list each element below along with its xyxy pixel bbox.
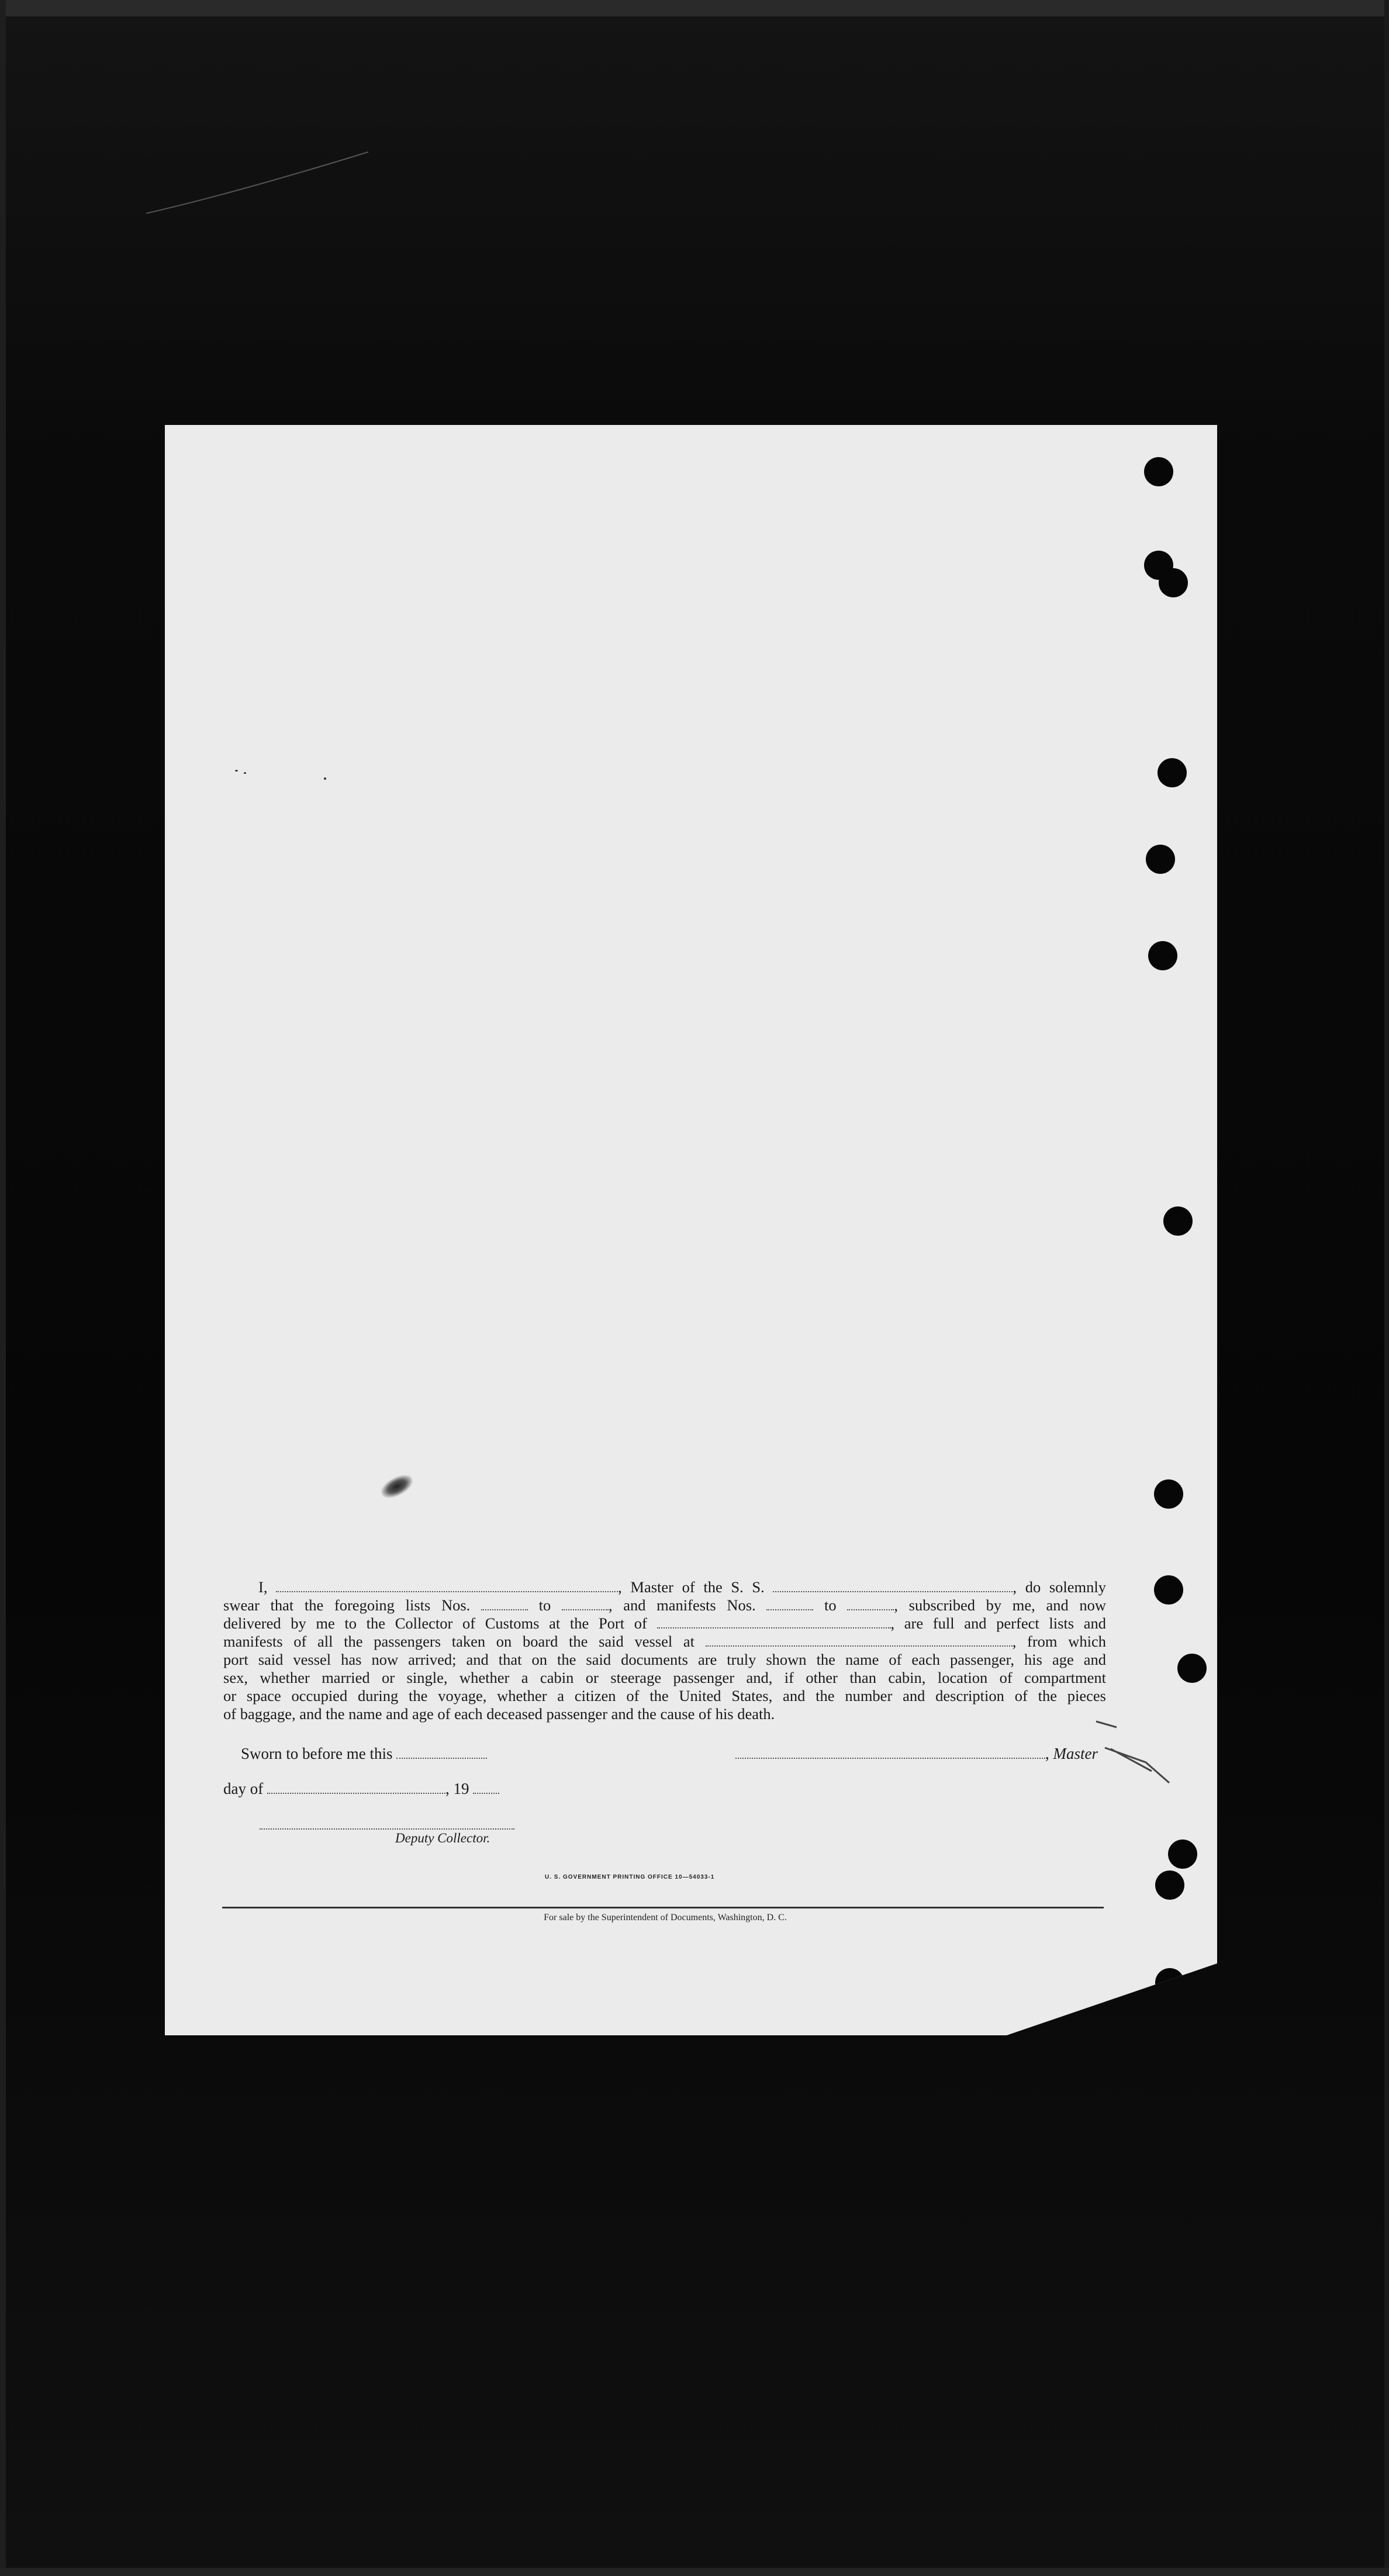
dust-speck xyxy=(324,777,326,780)
oath-line-3 xyxy=(223,1614,1106,1633)
year-prefix: , 19 xyxy=(445,1780,469,1797)
manifests-to-blank[interactable] xyxy=(847,1598,894,1610)
punch-hole xyxy=(1144,457,1173,486)
oath-text: , and manifests Nos. xyxy=(608,1596,756,1614)
sworn-line xyxy=(241,1745,487,1763)
oath-text: , Master of the S. S. xyxy=(618,1578,765,1596)
punch-hole xyxy=(1148,941,1177,970)
punch-hole xyxy=(1154,1575,1183,1605)
oath-paragraph xyxy=(223,1578,1106,1723)
sworn-date-blank[interactable] xyxy=(396,1746,487,1759)
film-edge-right xyxy=(1384,0,1389,2576)
oath-text: swear that the foregoing lists Nos. xyxy=(223,1596,471,1614)
day-of-label: day of xyxy=(223,1780,264,1797)
deputy-signature-blank[interactable] xyxy=(260,1828,514,1830)
punch-hole xyxy=(1154,1479,1183,1509)
master-label: Master xyxy=(1053,1745,1098,1762)
punch-hole xyxy=(1163,1206,1193,1236)
punch-hole xyxy=(1177,1654,1207,1683)
film-edge-left xyxy=(0,0,6,2576)
film-scratch xyxy=(140,140,374,222)
oath-line-2 xyxy=(223,1596,1106,1614)
punch-hole xyxy=(1158,758,1187,787)
dust-speck xyxy=(244,772,246,774)
ship-name-blank[interactable] xyxy=(773,1579,1013,1592)
oath-text: , subscribed by me, and now xyxy=(894,1596,1107,1614)
oath-line-8: of baggage, and the name and age of each deceased passenger and the cause of his death. xyxy=(223,1705,775,1723)
oath-text: , are full and perfect lists and xyxy=(890,1614,1106,1632)
lists-to-blank[interactable] xyxy=(562,1598,609,1610)
departure-port-blank[interactable] xyxy=(706,1634,1013,1647)
oath-line-4 xyxy=(223,1633,1106,1651)
footer-line xyxy=(0,1913,1389,1923)
film-edge-top xyxy=(0,0,1389,16)
oath-line-1 xyxy=(223,1578,1106,1596)
oath-line-5: port said vessel has now arrived; and that on the said documents are truly shown the name of each passenger, his age and xyxy=(223,1651,1106,1668)
day-of-line xyxy=(223,1780,499,1798)
oath-line-6: sex, whether married or single, whether a cabin or steerage passenger and, if other than cabin, location of compartment xyxy=(223,1669,1106,1686)
master-name-blank[interactable] xyxy=(276,1579,618,1592)
footer-rule xyxy=(222,1907,1104,1908)
oath-text: , do solemnly xyxy=(1013,1578,1107,1596)
master-signature-blank[interactable] xyxy=(735,1746,1045,1759)
oath-line-7: or space occupied during the voyage, whether a citizen of the United States, and the number and description of the pieces xyxy=(223,1687,1106,1704)
oath-text: to xyxy=(824,1596,837,1614)
dust-speck xyxy=(235,770,238,772)
punch-hole xyxy=(1159,568,1188,597)
footer-text: For sale by the Superintendent of Documents, Washington, D. C. xyxy=(544,1913,787,1923)
printer-imprint: U. S. GOVERNMENT PRINTING OFFICE 10—54033-1 xyxy=(545,1874,715,1880)
manifests-from-blank[interactable] xyxy=(766,1598,813,1610)
film-edge-bottom xyxy=(0,2568,1389,2576)
oath-text: I, xyxy=(258,1578,268,1596)
punch-hole xyxy=(1146,845,1175,874)
month-blank[interactable] xyxy=(267,1781,445,1794)
deputy-collector-label: Deputy Collector. xyxy=(395,1831,490,1845)
oath-text: manifests of all the passengers taken on board the said vessel at xyxy=(223,1633,695,1650)
oath-text: , from which xyxy=(1012,1633,1106,1650)
port-blank[interactable] xyxy=(657,1616,891,1628)
oath-text: to xyxy=(538,1596,551,1614)
master-signature-line: , Master xyxy=(735,1745,1098,1763)
pen-mark xyxy=(1093,1707,1175,1789)
lists-from-blank[interactable] xyxy=(481,1598,528,1610)
oath-text: delivered by me to the Collector of Customs at the Port of xyxy=(223,1614,647,1632)
punch-hole xyxy=(1168,1839,1197,1869)
sworn-label: Sworn to before me this xyxy=(241,1745,393,1762)
year-blank[interactable] xyxy=(473,1781,499,1794)
punch-hole xyxy=(1155,1870,1184,1900)
